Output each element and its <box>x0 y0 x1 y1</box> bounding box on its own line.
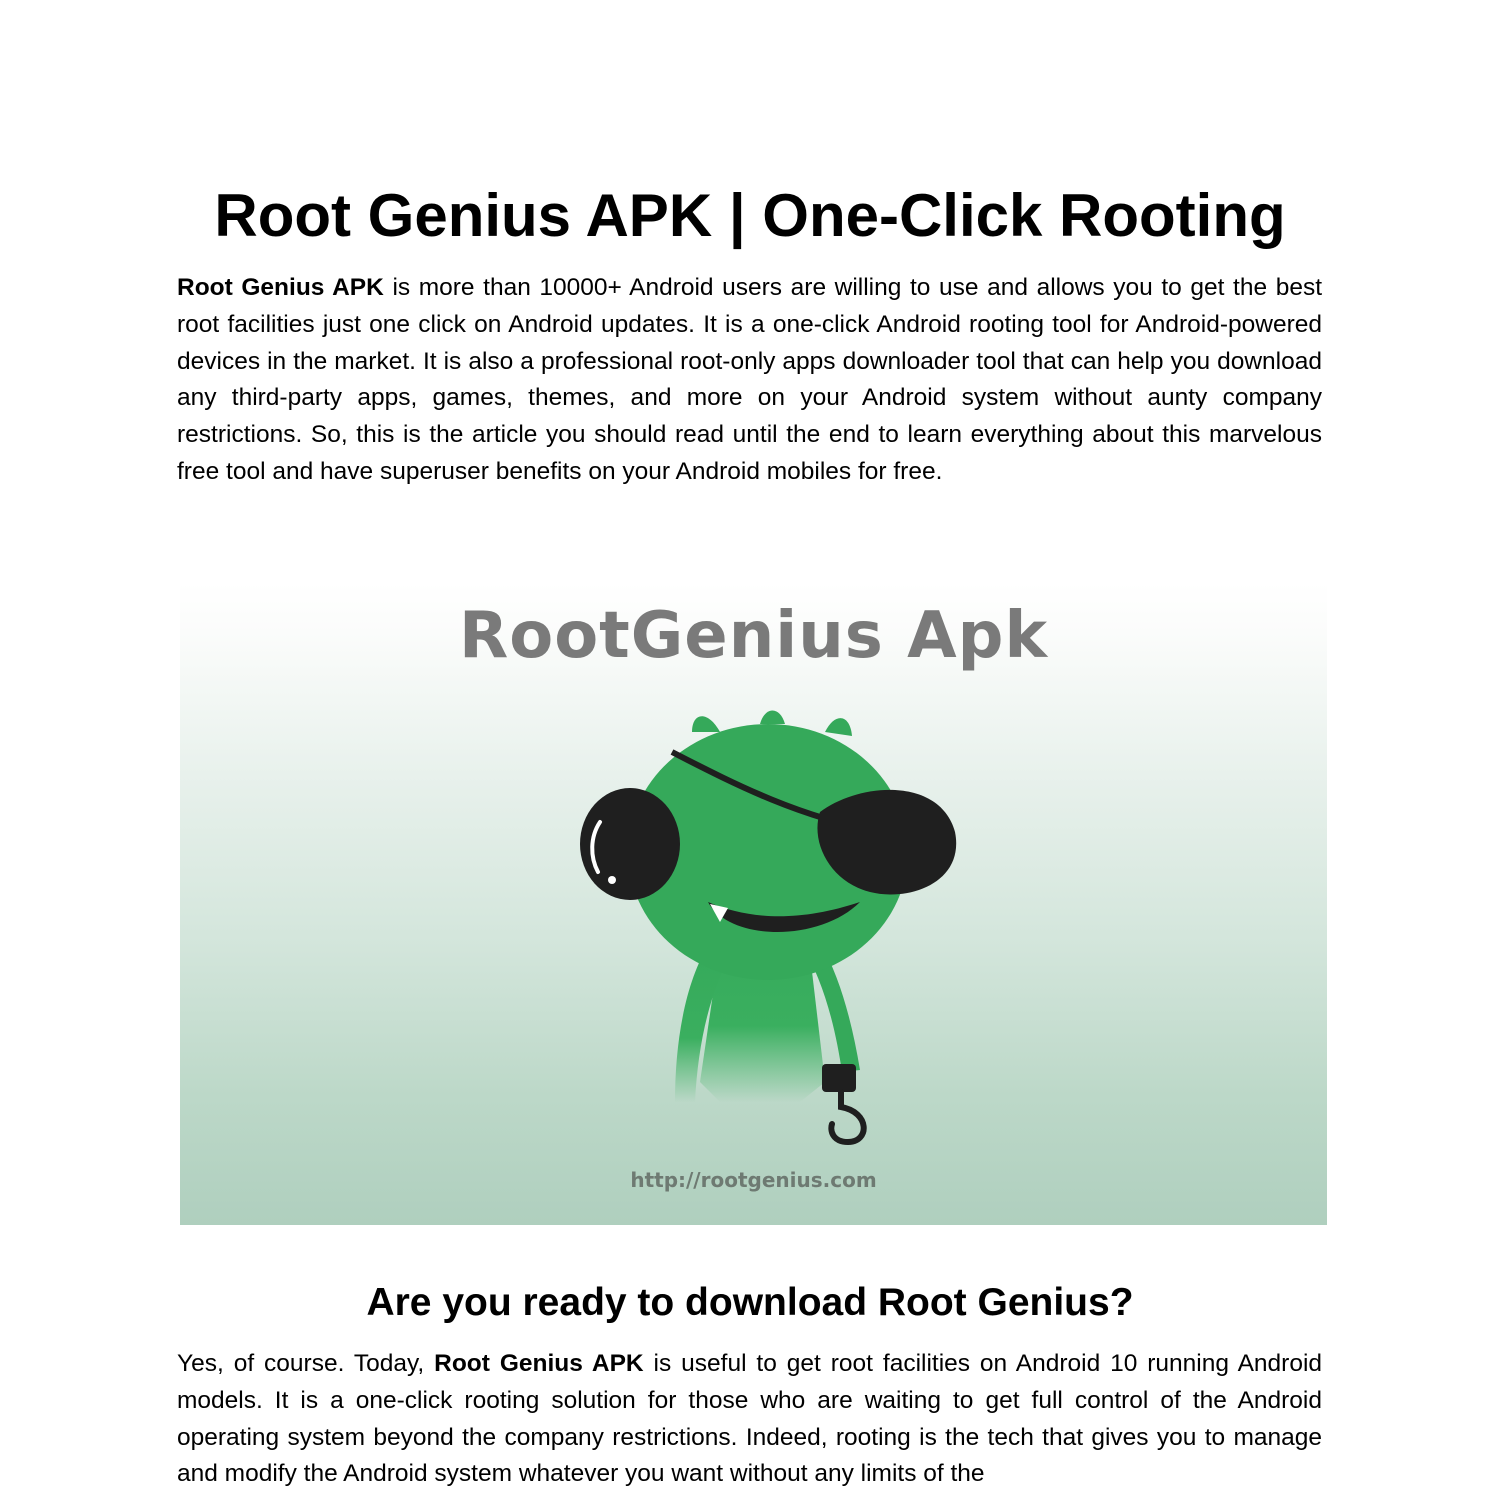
section-heading: Are you ready to download Root Genius? <box>366 1281 1134 1324</box>
hero-url-text: http://rootgenius.com <box>630 1168 877 1192</box>
section-bold: Root Genius APK <box>434 1350 644 1377</box>
intro-bold-lead: Root Genius APK <box>177 274 384 301</box>
page-title: Root Genius APK | One-Click Rooting <box>214 182 1286 249</box>
hero-image <box>180 582 1327 1225</box>
section-paragraph <box>177 1346 1322 1493</box>
intro-paragraph <box>177 270 1322 491</box>
section-text-before: Yes, of course. Today, <box>177 1350 435 1377</box>
green-pirate-mascot-icon <box>180 582 1327 1225</box>
hero-logo-text: RootGenius Apk <box>458 599 1049 673</box>
section-text-after: is useful to get root facilities on Android 10 running Android models. It is a one-click rooting solution for those who are waiting to get full control of the Android operating system beyond the company restrictions. Indeed, rooting is the tech that gives you to manage and modify the Android system whatever you want without any limits of the <box>177 1350 1323 1488</box>
intro-text: is more than 10000+ Android users are willing to use and allows you to get the best root facilities just one click on Android updates. It is a one-click Android rooting tool for Android-powered devices in the market. It is also a professional root-only apps downloader tool that can help you download any third-party apps, games, themes, and more on your Android system without aunty company restrictions. So, this is the article you should read until the end to learn everything about this marvelous free tool and have superuser benefits on your Android mobiles for free. <box>177 274 1322 485</box>
